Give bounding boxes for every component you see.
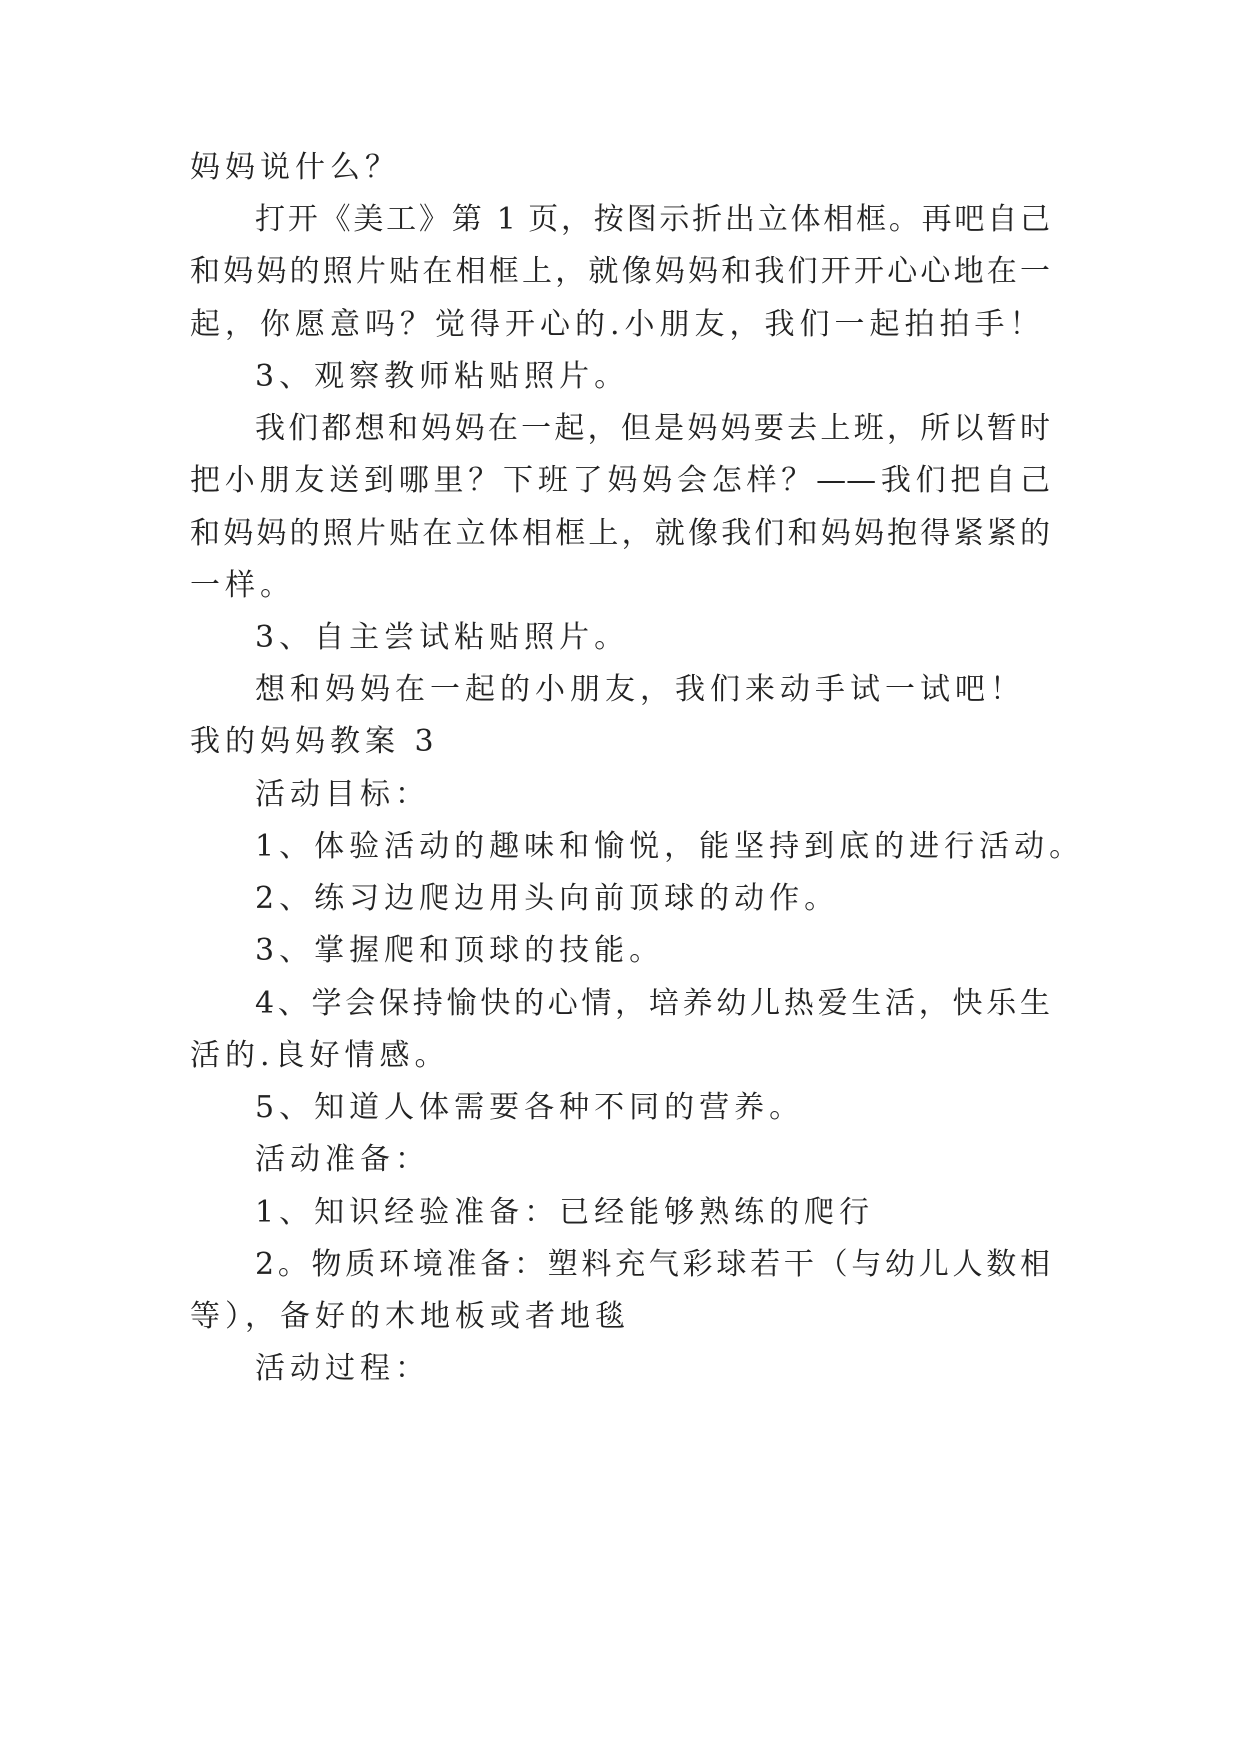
section-heading: 我的妈妈教案 3	[190, 724, 439, 759]
list-item: 4、学会保持愉快的心情，培养幼儿热爱生活，快乐生	[255, 986, 1050, 1021]
text-line: 打开《美工》第 1 页，按图示折出立体相框。再吧自己	[255, 202, 1050, 237]
text-line: 起，你愿意吗？觉得开心的.小朋友，我们一起拍拍手！	[190, 307, 1045, 342]
text-line: 和妈妈的照片贴在立体相框上，就像我们和妈妈抱得紧紧的	[190, 516, 1050, 551]
text-line: 活的.良好情感。	[190, 1038, 450, 1073]
list-item: 3、掌握爬和顶球的技能。	[255, 933, 665, 968]
list-item: 1、体验活动的趣味和愉悦，能坚持到底的进行活动。	[255, 829, 1085, 864]
text-line: 3、观察教师粘贴照片。	[255, 359, 630, 394]
text-line: 等），备好的木地板或者地毯	[190, 1299, 630, 1334]
list-item: 2。物质环境准备：塑料充气彩球若干（与幼儿人数相	[255, 1247, 1050, 1282]
text-line: 我们都想和妈妈在一起，但是妈妈要去上班，所以暂时	[255, 411, 1050, 446]
text-line: 想和妈妈在一起的小朋友，我们来动手试一试吧！	[255, 672, 1025, 707]
list-item: 2、练习边爬边用头向前顶球的动作。	[255, 881, 840, 916]
text-line: 活动过程：	[255, 1351, 430, 1386]
text-line: 妈妈说什么？	[190, 150, 400, 185]
text-line: 活动准备：	[255, 1142, 430, 1177]
text-line: 3、自主尝试粘贴照片。	[255, 620, 630, 655]
text-line: 一样。	[190, 568, 295, 603]
text-line: 把小朋友送到哪里？下班了妈妈会怎样？——我们把自己	[190, 463, 1050, 498]
text-line: 和妈妈的照片贴在相框上，就像妈妈和我们开开心心地在一	[190, 254, 1050, 289]
list-item: 1、知识经验准备：已经能够熟练的爬行	[255, 1195, 875, 1230]
text-line: 活动目标：	[255, 777, 430, 812]
list-item: 5、知道人体需要各种不同的营养。	[255, 1090, 805, 1125]
